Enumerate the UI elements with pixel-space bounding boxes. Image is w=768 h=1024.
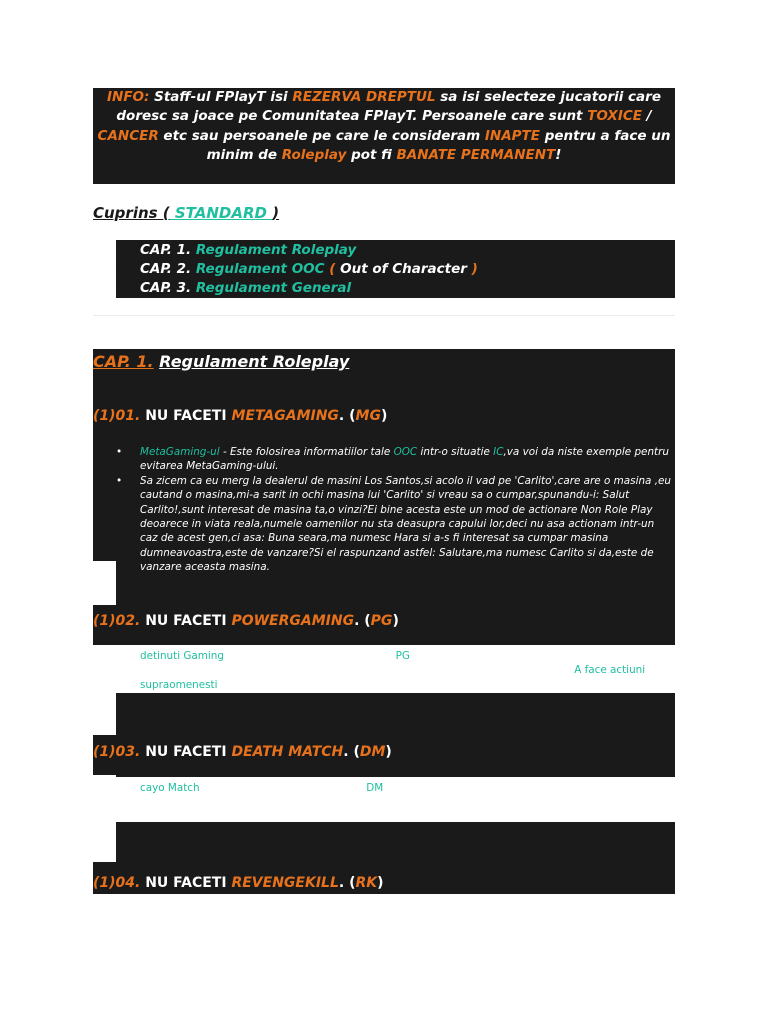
- toc-title: Cuprins ( STANDARD ): [93, 204, 280, 222]
- rule-body-powergaming: [116, 649, 672, 692]
- chapter-heading: CAP. 1. Regulament Roleplay: [93, 352, 350, 371]
- rule-body-deathmatch: [116, 781, 672, 824]
- toc-link-ooc[interactable]: Regulament OOC: [195, 261, 325, 277]
- rule-heading-metagaming: (1)01. NU FACETI METAGAMING. (MG): [93, 408, 388, 424]
- toc-link-general[interactable]: Regulament General: [195, 280, 352, 296]
- divider: [93, 315, 675, 316]
- toc-standard-link[interactable]: STANDARD: [169, 204, 273, 222]
- list-item: • MetaGaming-ul - Este folosirea informatiilor tale OOC intr-o situatie IC,va voi da niste exemple pentru evitarea MetaGaming-ului.: [116, 445, 672, 474]
- rule-heading-revengekill: (1)04. NU FACETI REVENGEKILL. (RK): [93, 875, 384, 891]
- toc-item-cap1[interactable]: • CAP. 1. Regulament Roleplay: [116, 241, 478, 260]
- list-item: • cayo Match , prescutarea acestui termen e DM . Acest termen se intalneste pe toate serverele cu orice mod existent in GTA5. Acest termen reprezinta practicarea unor actiuni non-rp . Adica omorarea unu-i individ de pe server fara motiv.: [116, 781, 672, 824]
- toc-item-cap2[interactable]: • CAP. 2. Regulament OOC ( Out of Character ): [116, 260, 478, 279]
- rule-body-metagaming: [116, 445, 672, 575]
- toc-link-roleplay[interactable]: Regulament Roleplay: [195, 242, 357, 258]
- info-notice: INFO: Staff-ul FPlayT isi REZERVA DREPTUL sa isi selecteze jucatorii care doresc sa joace pe Comunitatea FPlayT. Persoanele care sunt TOXICE / CANCER etc sau persoanele pe care le consideram INAPTE pentru a face un minim de Roleplay pot fi BANATE PERMANENT!: [97, 89, 671, 163]
- rule-heading-powergaming: (1)02. NU FACETI POWERGAMING. (PG): [93, 613, 399, 629]
- toc-list: [116, 241, 478, 298]
- toc-item-cap3[interactable]: • CAP. 3. Regulament General: [116, 279, 478, 298]
- list-item: • Sa zicem ca eu merg la dealerul de masini Los Santos,si acolo il vad pe 'Carlito',care are o masina ,eu cautand o masina,mi-a sarit in ochi masina lui 'Carlito' si vreau sa o cumpar,spunandu-i: Salut Carlito!,sunt interesat de masina ta,o vinzi?Ei bine acesta este un mod de actionare Non Role Play deoarece in viata reala,numele oamenilor nu sta deasupra capului lor,deci nu asa actionam intr-un caz de acest gen,ci asa: Buna seara,ma numesc Hara si a-s fi interesat sa cumpar masina dumneavoastra,este de vanzare?Si el raspunzand astfel: Salutare,ma numesc Carlito si da,este de vanzare aceasta masina.: [116, 474, 672, 575]
- list-item: • detinuti Gaming, prescurtarea acestui terment e PG, este atunci cand nu ii dai voie unui 'player' sa raspunda la Role Play-ul facut de tine,s-au mai pe scurt a face Role Play exagerat ( A face actiuni supraomenesti ).: [116, 649, 672, 692]
- rule-heading-deathmatch: (1)03. NU FACETI DEATH MATCH. (DM): [93, 744, 392, 760]
- chapter-panel-part: [116, 693, 675, 777]
